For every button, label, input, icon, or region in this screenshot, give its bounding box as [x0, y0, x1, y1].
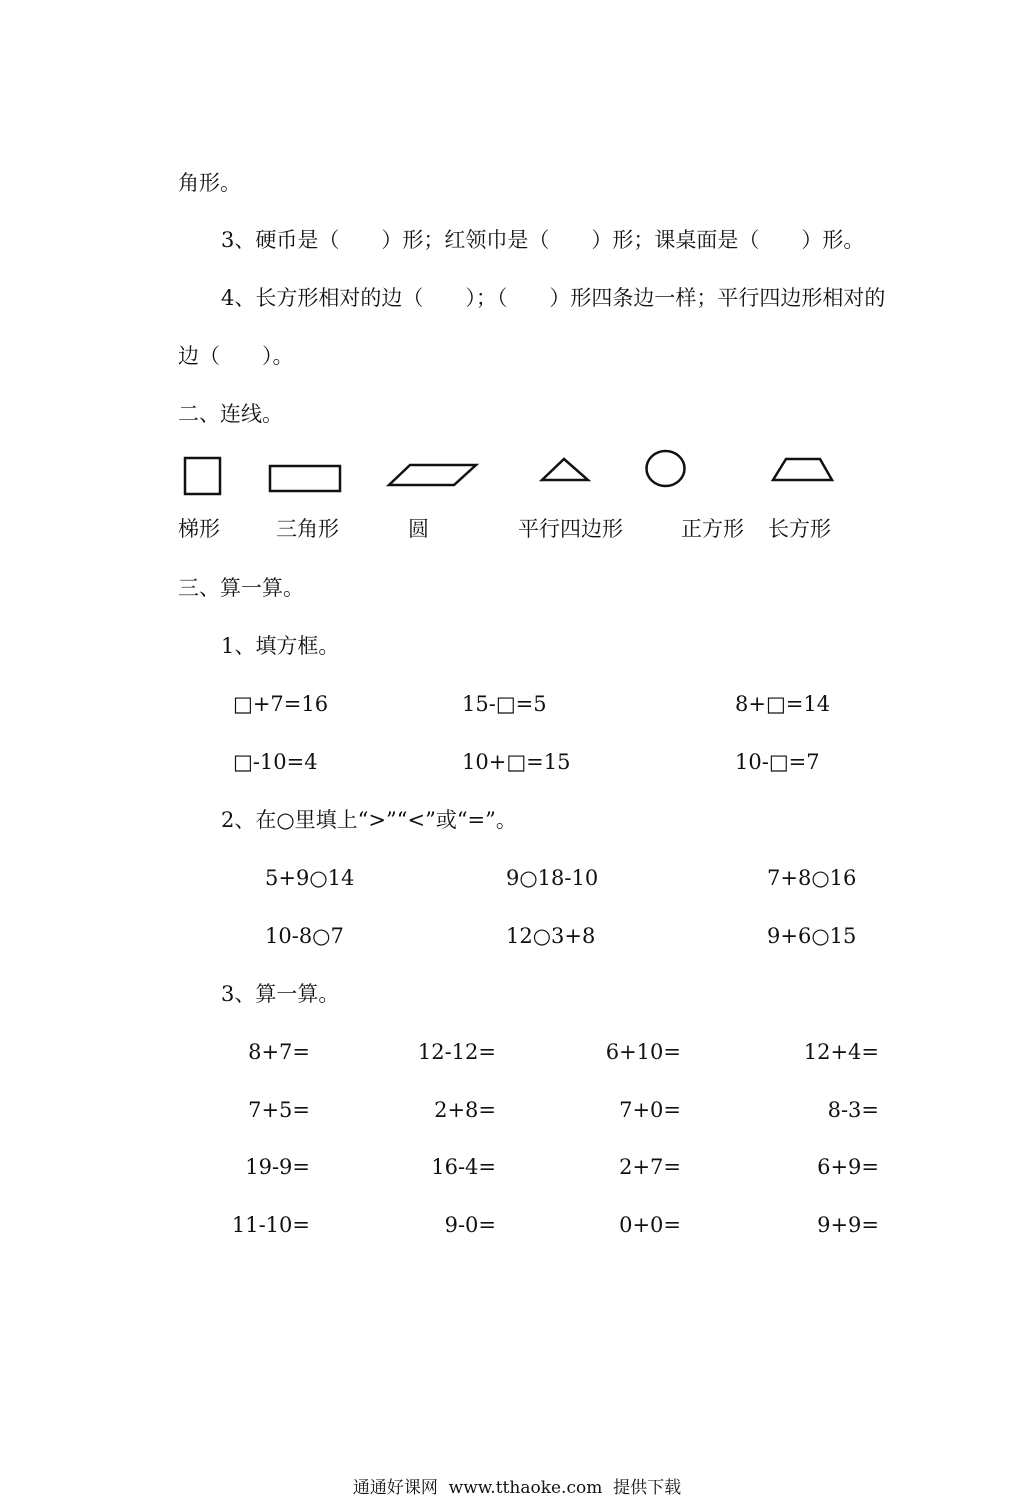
calc-equation: 6+10=: [605, 1040, 681, 1064]
calc-equation: 8-3=: [827, 1098, 879, 1122]
calc-equation: 16-4=: [431, 1155, 496, 1179]
compare-equation: 7+8○16: [767, 866, 857, 890]
compare-equation: 9○18-10: [506, 866, 599, 890]
compare-equation: 5+9○14: [265, 866, 355, 890]
shape-label: 三角形: [276, 517, 339, 541]
calc-equation: 2+8=: [434, 1098, 496, 1122]
shape-label: 长方形: [768, 517, 831, 541]
calc-equation: 12+4=: [803, 1040, 879, 1064]
section-3-title: 三、算一算。: [178, 576, 304, 600]
calc-equation: 2+7=: [619, 1155, 681, 1179]
question-4-line-2: 边（ ）。: [178, 344, 294, 368]
fill-equation: 10-□=7: [735, 750, 820, 774]
compare-equation: 12○3+8: [506, 924, 596, 948]
calc-equation: 9-0=: [444, 1213, 496, 1237]
subsection-calc-title: 3、算一算。: [221, 982, 340, 1006]
shape-label: 平行四边形: [518, 517, 623, 541]
fill-equation: □+7=16: [233, 692, 329, 716]
shape-label: 圆: [408, 517, 429, 541]
fill-equation: 8+□=14: [735, 692, 831, 716]
question-4-line-1: 4、长方形相对的边（ ）；（ ）形四条边一样；平行四边形相对的: [221, 286, 886, 310]
calc-equation: 8+7=: [248, 1040, 310, 1064]
calc-equation: 0+0=: [619, 1213, 681, 1237]
text-continuation: 角形。: [178, 171, 241, 195]
footer-credit: 通通好课网 www.tthaoke.com 提供下载: [352, 1478, 682, 1498]
parallelogram-icon: [386, 462, 480, 488]
question-3: 3、硬币是（ ）形；红领巾是（ ）形；课桌面是（ ）形。: [221, 228, 865, 252]
fill-equation: 10+□=15: [462, 750, 571, 774]
circle-icon: [644, 449, 688, 489]
calc-equation: 9+9=: [817, 1213, 879, 1237]
triangle-icon: [539, 456, 591, 484]
section-2-title: 二、连线。: [178, 402, 283, 426]
calc-equation: 7+5=: [248, 1098, 310, 1122]
calc-equation: 19-9=: [245, 1155, 310, 1179]
calc-equation: 11-10=: [231, 1213, 310, 1237]
trapezoid-icon: [770, 456, 836, 484]
shape-label: 梯形: [178, 517, 220, 541]
compare-equation: 9+6○15: [767, 924, 857, 948]
subsection-fill-title: 1、填方框。: [221, 634, 340, 658]
rectangle-icon: [268, 464, 344, 494]
compare-equation: 10-8○7: [265, 924, 344, 948]
shape-label: 正方形: [681, 517, 744, 541]
fill-equation: □-10=4: [233, 750, 318, 774]
calc-equation: 6+9=: [817, 1155, 879, 1179]
calc-equation: 12-12=: [417, 1040, 496, 1064]
subsection-compare-title: 2、在○里填上“>”“<”或“=”。: [221, 808, 517, 832]
fill-equation: 15-□=5: [462, 692, 547, 716]
calc-equation: 7+0=: [619, 1098, 681, 1122]
square-icon: [183, 456, 223, 496]
